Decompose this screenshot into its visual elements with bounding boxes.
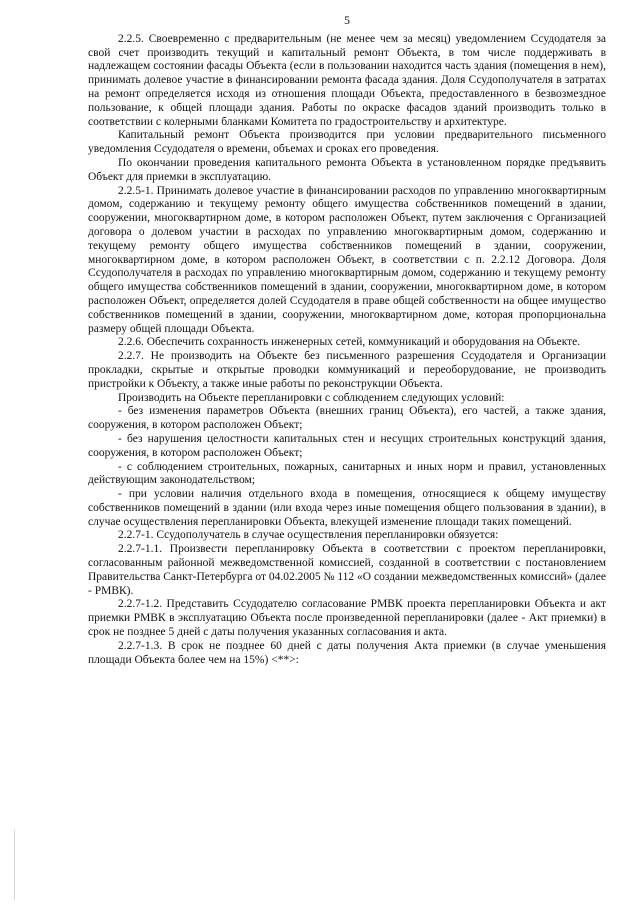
condition-item: - без нарушения целостности капитальных стен и несущих строительных конструкций здания, сооружения, в котором расположен Объект; [88, 432, 606, 459]
paragraph-acceptance: По окончании проведения капитального ремонта Объекта в установленном порядке предъявить Объект для приемки в эксплуатацию. [88, 156, 606, 183]
paragraph-2-2-7-1-1: 2.2.7-1.1. Произвести перепланировку Объекта в соответствии с проектом перепланировки, согласованным районной межведомственной комиссией, созданной в соответствии с постановлением Правительства Санкт-Петербурга от 04.02.2005 № 112 «О создании межведомственных комиссий» (далее - РМВК). [88, 543, 606, 597]
condition-item: - при условии наличия отдельного входа в помещения, относящиеся к общему имуществу собственников помещений в здании (или входа через иные помещения общего пользования в здании), в случае осуществления перепланировки Объекта, влекущей изменение площади таких помещений. [88, 488, 606, 528]
paragraph-2-2-5-1: 2.2.5-1. Принимать долевое участие в финансировании расходов по управлению многоквартирным домом, содержанию и текущему ремонту общего имущества собственников помещений в здании, сооружении, многоквартирном доме, в котором расположен Объект, путем заключения с Организацией договора о долевом участии в расходах по управлению многоквартирным домом, содержанию и текущему ремонту общего имущества собственников помещений в здании, сооружении, многоквартирном доме, в котором расположен Объект, в соответствии с п. 2.2.12 Договора. Доля Ссудополучателя в расходах по управлению многоквартирным домом, содержанию и текущему ремонту общего имущества собственников помещений в здании, сооружении, многоквартирном доме, в котором расположен Объект, определяется долей Ссудодателя в праве общей собственности на общее имущество собственников помещений в здании, сооружении, многоквартирном доме, которая пропорциональна размеру общей площади Объекта. [88, 184, 606, 335]
paragraph-capital-repair: Капитальный ремонт Объекта производится при условии предварительного письменного уведомления Ссудодателя о времени, объемах и сроках его проведения. [88, 129, 606, 156]
paragraph-2-2-7-1-3: 2.2.7-1.3. В срок не позднее 60 дней с даты получения Акта приемки (в случае уменьшения площади Объекта более чем на 15%) <**>: [88, 639, 606, 666]
paragraph-2-2-7: 2.2.7. Не производить на Объекте без письменного разрешения Ссудодателя и Организации прокладки, скрытые и открытые проводки коммуникаций и переоборудование, не производить пристройки к Объекту, а также иные работы по реконструкции Объекта. [88, 350, 606, 390]
document-page [88, 14, 606, 667]
page-number: 5 [344, 13, 350, 27]
paragraph-2-2-7-1: 2.2.7-1. Ссудополучатель в случае осуществления перепланировки обязуется: [118, 529, 499, 542]
condition-item: - с соблюдением строительных, пожарных, санитарных и иных норм и правил, установленных действующим законодательством; [88, 460, 606, 487]
paragraph-2-2-5: 2.2.5. Своевременно с предварительным (не менее чем за месяц) уведомлением Ссудодателя за свой счет производить текущий и капитальный ремонт Объекта, в том числе поддерживать в надлежащем состоянии фасады Объекта (если в пользовании находится часть здания (помещения в нем), принимать долевое участие в финансировании ремонта фасада здания. Доля Ссудополучателя в затратах на ремонт определяется исходя из отношения площади Объекта, предоставленного в безвозмездное пользование, к общей площади здания. Работы по окраске фасадов зданий производить только в соответствии с колерными бланками Комитета по градостроительству и архитектуре. [88, 32, 606, 128]
paragraph-2-2-6: 2.2.6. Обеспечить сохранность инженерных сетей, коммуникаций и оборудования на Объекте. [118, 336, 581, 349]
scan-edge-mark [14, 830, 15, 900]
paragraph-2-2-7-1-2: 2.2.7-1.2. Представить Ссудодателю согласование РМВК проекта перепланировки Объекта и акт приемки РМВК в эксплуатацию Объекта после произведенной перепланировки (далее - Акт приемки) в срок не позднее 5 дней с даты получения указанных согласования и акта. [88, 598, 606, 639]
paragraph-replanning-conditions: Производить на Объекте перепланировки с соблюдением следующих условий: [118, 391, 505, 404]
condition-item: - без изменения параметров Объекта (внешних границ Объекта), его частей, а также здания, сооружения, в котором расположен Объект; [88, 405, 606, 432]
